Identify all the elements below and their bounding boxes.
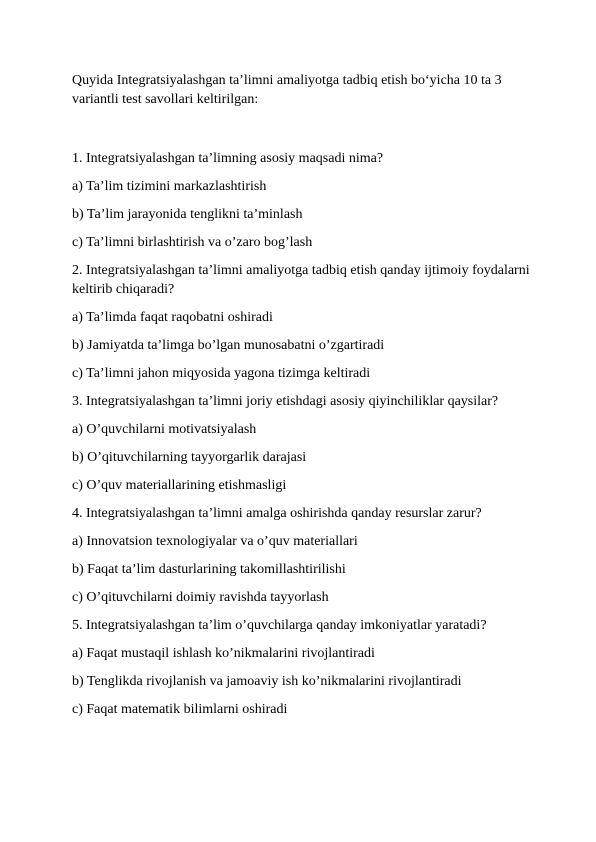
question-5-option-a: a) Faqat mustaqil ishlash ko’nikmalarini rivojlantiradi — [72, 646, 375, 661]
question-1-option-b: b) Ta’lim jarayonida tenglikni ta’minlash — [72, 207, 303, 222]
question-4-option-b: b) Faqat ta’lim dasturlarining takomillashtirilishi — [72, 562, 346, 577]
question-5-option-c: c) Faqat matematik bilimlarni oshiradi — [72, 702, 288, 717]
question-list — [72, 149, 532, 728]
question-5: 5. Integratsiyalashgan ta’lim o’quvchilarga qanday imkoniyatlar yaratadi? — [72, 618, 487, 633]
question-2: 2. Integratsiyalashgan ta’limni amaliyotga tadbiq etish qanday ijtimoiy foydalarni keltirib chiqaradi? — [72, 263, 530, 297]
question-3-option-b: b) O’qituvchilarning tayyorgarlik darajasi — [72, 450, 307, 465]
question-3: 3. Integratsiyalashgan ta’limni joriy etishdagi asosiy qiyinchiliklar qaysilar? — [72, 394, 499, 409]
question-3-option-c: c) O’quv materiallarining etishmasligi — [72, 478, 287, 493]
question-4-option-a: a) Innovatsion texnologiyalar va o’quv materiallari — [72, 534, 358, 549]
question-4-option-c: c) O’qituvchilarni doimiy ravishda tayyorlash — [72, 590, 329, 605]
intro-paragraph: Quyida Integratsiyalashgan ta’limni amaliyotga tadbiq etish bo‘yicha 10 ta 3 variantli test savollari keltirilgan: — [72, 73, 502, 107]
question-2-option-b: b) Jamiyatda ta’limga bo’lgan munosabatni o’zgartiradi — [72, 338, 385, 353]
question-2-option-c: c) Ta’limni jahon miqyosida yagona tizimga keltiradi — [72, 366, 371, 381]
question-5-option-b: b) Tenglikda rivojlanish va jamoaviy ish ko’nikmalarini rivojlantiradi — [72, 674, 462, 689]
question-4: 4. Integratsiyalashgan ta’limni amalga oshirishda qanday resurslar zarur? — [72, 506, 482, 521]
question-3-option-a: a) O’quvchilarni motivatsiyalash — [72, 422, 257, 437]
question-1: 1. Integratsiyalashgan ta’limning asosiy maqsadi nima? — [72, 151, 384, 166]
question-2-option-a: a) Ta’limda faqat raqobatni oshiradi — [72, 310, 273, 325]
question-1-option-c: c) Ta’limni birlashtirish va o’zaro bog’lash — [72, 235, 313, 250]
question-1-option-a: a) Ta’lim tizimini markazlashtirish — [72, 179, 267, 194]
